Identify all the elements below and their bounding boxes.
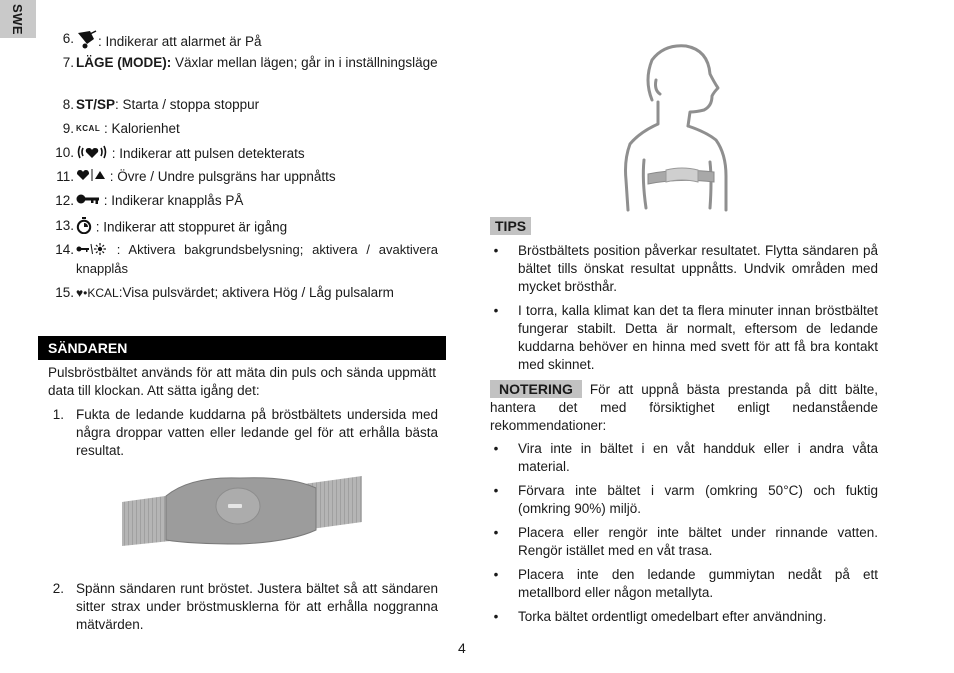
notering-bullet-1 bbox=[490, 440, 878, 476]
legend-text: : Indikerar knapplås PÅ bbox=[100, 193, 244, 208]
sandaren-step-1 bbox=[48, 406, 438, 460]
language-tab-label: SWE bbox=[10, 3, 26, 35]
legend-num: 8. bbox=[62, 97, 74, 112]
bullet-dot: • bbox=[493, 525, 499, 540]
legend-text: : Aktivera bakgrundsbelysning; aktivera / avaktivera knapplås bbox=[76, 242, 438, 276]
legend-item-7 bbox=[48, 54, 438, 72]
legend-bold: ST/SP bbox=[76, 97, 116, 112]
step-num: 1. bbox=[52, 407, 64, 422]
legend-num: 7. bbox=[62, 55, 74, 70]
sandaren-step-2 bbox=[48, 580, 438, 634]
notering-bullet-4 bbox=[490, 566, 878, 602]
legend-item-15 bbox=[48, 284, 438, 302]
bullet-text: Placera eller rengör inte bältet under rinnande vatten. Rengör istället med en våt trasa. bbox=[518, 525, 878, 558]
legend-text: : Övre / Undre pulsgräns har uppnåtts bbox=[106, 169, 336, 185]
notering-bullet-3 bbox=[490, 524, 878, 560]
legend-text: :Visa pulsvärdet; aktivera Hög / Låg pulsalarm bbox=[118, 285, 394, 300]
legend-text: : Starta / stoppa stoppur bbox=[115, 97, 260, 112]
backlight-lock-icon bbox=[76, 242, 108, 260]
bullet-text: Vira inte in bältet i en våt handduk eller i andra våta material. bbox=[518, 441, 878, 474]
heart-kcal-icon: ♥•KCAL bbox=[76, 286, 119, 301]
legend-num: 14. bbox=[55, 242, 74, 257]
legend-text: Växlar mellan lägen; går in i inställningsläge bbox=[171, 55, 438, 70]
sandaren-intro: Pulsbröstbältet används för att mäta din puls och sända uppmätt data till klockan. Att sätta igång det: bbox=[48, 365, 436, 398]
bullet-dot: • bbox=[493, 441, 499, 456]
legend-item-11 bbox=[48, 168, 438, 187]
legend-num: 11. bbox=[56, 169, 74, 184]
bullet-text: I torra, kalla klimat kan det ta flera minuter innan bröstbältet fungerar stabilt. Detta är normalt, eftersom de ledande kuddarna behöver en hinna med svett för att få bra kontakt med skinnet. bbox=[518, 303, 878, 372]
legend-item-13 bbox=[48, 217, 438, 239]
bullet-text: Torka bältet ordentligt omedelbart efter användning. bbox=[518, 609, 827, 624]
step-num: 2. bbox=[52, 581, 64, 596]
legend-text: : Kalorienhet bbox=[100, 121, 180, 136]
pulse-detect-icon bbox=[76, 144, 108, 165]
legend-text: : Indikerar att pulsen detekterats bbox=[108, 146, 305, 162]
tips-bullet-2 bbox=[490, 302, 878, 374]
step-text: Spänn sändaren runt bröstet. Justera bältet så att sändaren sitter strax under bröstmusklerna för att erhålla noggranna mätvärden. bbox=[76, 581, 438, 632]
alarm-bell-icon bbox=[76, 30, 98, 55]
legend-num: 13. bbox=[55, 218, 74, 233]
legend-item-8 bbox=[48, 96, 438, 114]
legend-num: 12. bbox=[55, 193, 74, 208]
tips-bullet-1 bbox=[490, 242, 878, 296]
legend-text: : Indikerar att stoppuret är igång bbox=[92, 219, 288, 235]
key-lock-icon bbox=[76, 192, 100, 210]
notering-paragraph bbox=[490, 380, 878, 435]
legend-bold: LÄGE (MODE): bbox=[76, 55, 172, 70]
legend-item-14 bbox=[48, 241, 438, 278]
legend-num: 10. bbox=[55, 145, 74, 160]
language-tab bbox=[0, 0, 36, 38]
bullet-dot: • bbox=[493, 609, 499, 624]
sandaren-heading: SÄNDAREN bbox=[48, 340, 128, 356]
notering-intro: För att uppnå bästa prestanda på ditt bälte, hantera det med försiktighet enligt nedanstående rekommendationer: bbox=[490, 382, 878, 433]
legend-num: 6. bbox=[62, 31, 74, 46]
legend-item-9 bbox=[48, 120, 438, 138]
upper-lower-limit-icon bbox=[76, 168, 106, 187]
legend-item-12 bbox=[48, 192, 438, 210]
bullet-text: Förvara inte bältet i varm (omkring 50°C) och fuktig (omkring 90%) miljö. bbox=[518, 483, 878, 516]
notering-label: NOTERING bbox=[490, 380, 582, 398]
tips-label: TIPS bbox=[490, 217, 531, 235]
notering-bullet-2 bbox=[490, 482, 878, 518]
legend-item-10 bbox=[48, 144, 438, 165]
bullet-dot: • bbox=[493, 483, 499, 498]
notering-bullet-5 bbox=[490, 608, 878, 626]
page-number: 4 bbox=[458, 640, 466, 656]
bullet-dot: • bbox=[493, 243, 499, 258]
step-text: Fukta de ledande kuddarna på bröstbältets undersida med några droppar vatten eller ledande gel för att erhålla bästa resultat. bbox=[76, 407, 438, 458]
kcal-icon: KCAL bbox=[76, 124, 101, 134]
sandaren-heading-bar bbox=[38, 336, 446, 360]
legend-item-6 bbox=[48, 30, 438, 55]
bullet-text: Bröstbältets position påverkar resultatet. Flytta sändaren på bältet tills önskat resultat uppnåtts. Undvik områden med mycket brösthår. bbox=[518, 243, 878, 294]
legend-num: 9. bbox=[62, 121, 74, 136]
bullet-dot: • bbox=[493, 567, 499, 582]
stopwatch-icon bbox=[76, 217, 92, 239]
bullet-text: Placera inte den ledande gummiytan nedåt på ett metallbord eller någon metallyta. bbox=[518, 567, 878, 600]
bullet-dot: • bbox=[493, 303, 499, 318]
legend-text: : Indikerar att alarmet är På bbox=[98, 34, 262, 50]
chest-belt-image bbox=[120, 468, 364, 552]
torso-with-belt-image bbox=[614, 40, 744, 212]
legend-num: 15. bbox=[55, 285, 74, 300]
